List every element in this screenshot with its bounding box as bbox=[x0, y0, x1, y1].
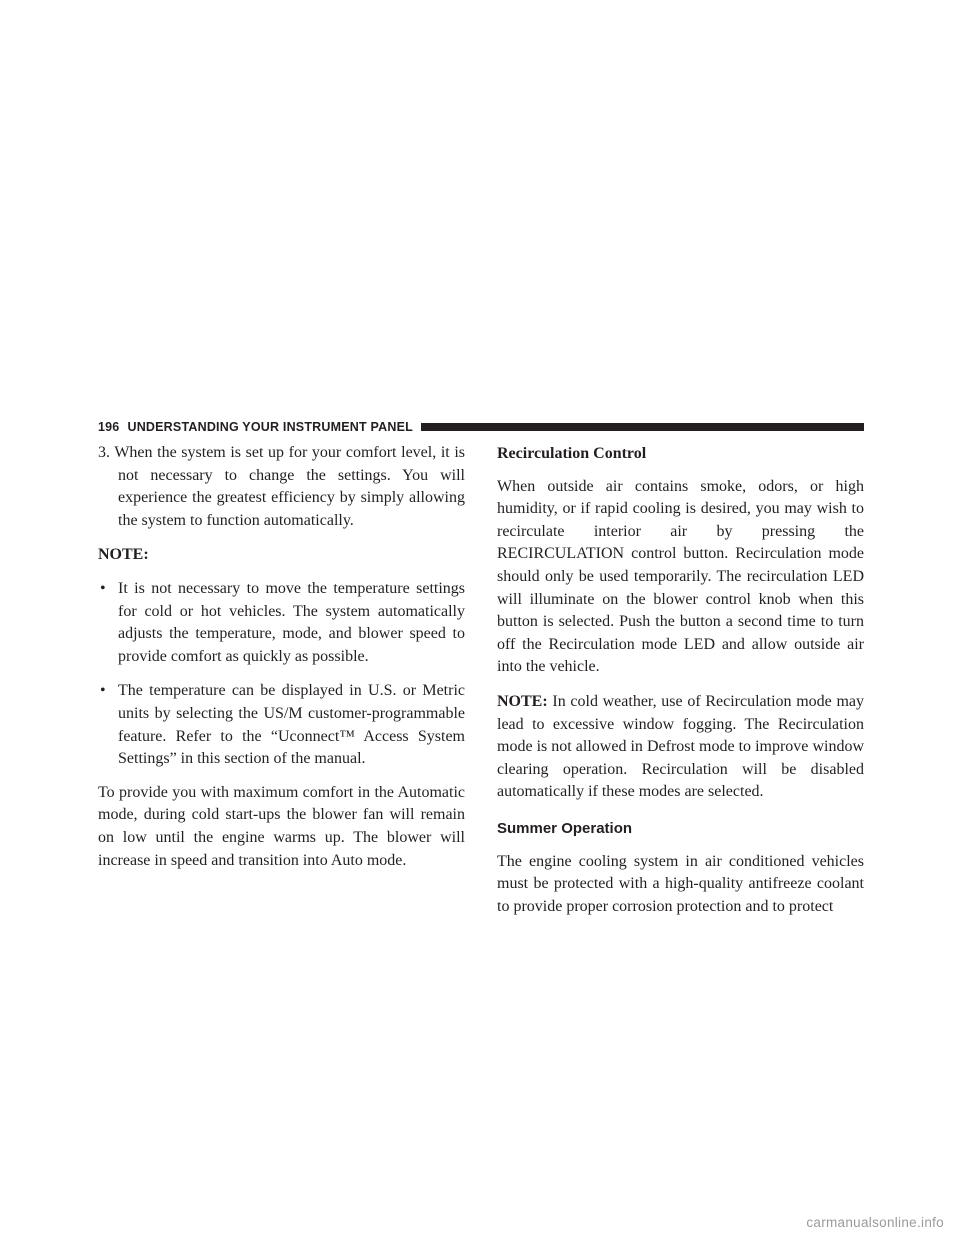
bullet-icon: • bbox=[100, 579, 106, 597]
recirculation-note bbox=[497, 691, 864, 804]
auto-mode-paragraph: To provide you with maximum comfort in the Automatic mode, during cold start-ups the blower fan will remain on low until the engine warms up. The blower will increase in speed and transition into Auto mode. bbox=[98, 783, 465, 869]
note-text: In cold weather, use of Recirculation mode may lead to excessive window fogging. The Recirculation mode is not allowed in Defrost mode to improve window clearing operation. Recirculation will be disabled automatically if these modes are selected. bbox=[497, 692, 865, 801]
note-label: NOTE: bbox=[497, 692, 548, 710]
section-title: UNDERSTANDING YOUR INSTRUMENT PANEL bbox=[127, 420, 413, 434]
bullet-item bbox=[98, 680, 465, 770]
watermark: carmanualsonline.info bbox=[806, 1215, 944, 1230]
numbered-item-3: 3. When the system is set up for your comfort level, it is not necessary to change the settings. You will experience the greatest efficiency by simply allowing the system to function automatically. bbox=[98, 444, 465, 529]
bullet-item bbox=[98, 578, 465, 668]
header-rule bbox=[421, 423, 864, 431]
bullet-text: It is not necessary to move the temperature settings for cold or hot vehicles. The system automatically adjusts the temperature, mode, and blower speed to provide comfort as quickly as possible. bbox=[118, 579, 465, 665]
bullet-text: The temperature can be displayed in U.S. or Metric units by selecting the US/M customer-programmable feature. Refer to the “Uconnect™ Access System Settings” in this section of the manual. bbox=[118, 682, 465, 768]
summer-operation-paragraph: The engine cooling system in air conditioned vehicles must be protected with a high-quality antifreeze coolant to provide proper corrosion protection and to protect bbox=[497, 852, 864, 915]
recirculation-heading: Recirculation Control bbox=[497, 445, 647, 462]
note-heading: NOTE: bbox=[98, 546, 149, 564]
page-header bbox=[98, 418, 864, 436]
bullet-icon: • bbox=[100, 682, 106, 700]
summer-operation-heading: Summer Operation bbox=[497, 819, 633, 837]
left-column bbox=[98, 442, 465, 872]
recirculation-paragraph: When outside air contains smoke, odors, or high humidity, or if rapid cooling is desired, you may wish to recirculate interior air by pressing the RECIRCULATION control button. Recirculation mode should only be used temporarily. The recirculation LED will illuminate on the blower control knob when this button is selected. Push the button a second time to turn off the Recirculation mode LED and allow outside air into the vehicle. bbox=[497, 477, 864, 676]
page-number: 196 bbox=[98, 420, 120, 434]
right-column bbox=[497, 442, 864, 918]
